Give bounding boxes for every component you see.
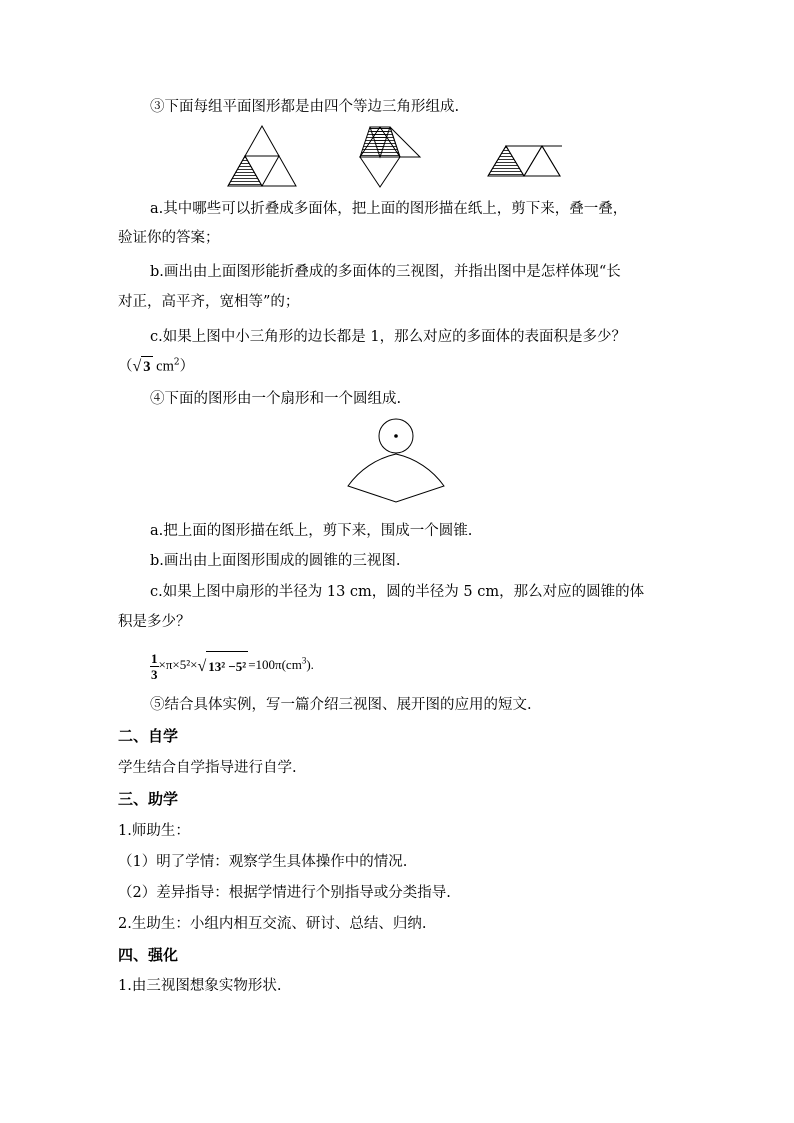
formula-exponent: 3 xyxy=(301,655,307,666)
section-3-line-1: 1.师助生： xyxy=(118,823,190,839)
item4-intro: ④下面的图形由一个扇形和一个圆组成. xyxy=(150,391,402,407)
section-3-line-4: 2.生助生：小组内相互交流、研讨、总结、归纳. xyxy=(118,916,427,932)
fraction-one-third xyxy=(150,651,159,682)
item3-intro: ③下面每组平面图形都是由四个等边三角形组成. xyxy=(150,99,460,115)
item4-a: a.把上面的图形描在纸上，剪下来，围成一个圆锥. xyxy=(150,523,473,539)
section-3-line-3: （2）差异指导：根据学情进行个别指导或分类指导. xyxy=(118,885,451,901)
fraction-denominator: 3 xyxy=(151,666,158,682)
triangle-net-large-triangle xyxy=(228,126,296,188)
section-2-heading: 二、自学 xyxy=(118,727,179,745)
sqrt-expression: √ 3 xyxy=(132,358,151,375)
fraction-numerator: 1 xyxy=(151,650,158,666)
item3-a: a.其中哪些可以折叠成多面体，把上面的图形描在纸上，剪下来，叠一叠， xyxy=(150,201,628,217)
section-2-body: 学生结合自学指导进行自学. xyxy=(118,760,297,776)
section-3-heading: 三、助学 xyxy=(118,790,179,808)
sqrt-radicand: 3 xyxy=(141,356,152,377)
section-3-line-2: （1）明了学情：观察学生具体操作中的情况. xyxy=(118,854,408,870)
sector-and-circle-figure xyxy=(344,418,450,504)
item4-formula xyxy=(150,650,314,682)
answer-open-paren: （ xyxy=(118,358,133,375)
item3-c-answer xyxy=(118,356,194,377)
item3-b: b.画出由上面图形能折叠成的多面体的三视图，并指出图中是怎样体现“长 xyxy=(150,264,621,280)
formula-radicand: 13² −5² xyxy=(206,651,248,682)
section-4-line-1: 1.由三视图想象实物形状. xyxy=(118,978,282,994)
item3-c: c.如果上图中小三角形的边长都是 1，那么对应的多面体的表面积是多少？ xyxy=(150,329,627,345)
triangle-net-strip xyxy=(488,146,562,176)
answer-unit: cm xyxy=(152,358,174,375)
formula-result: =100π(cm xyxy=(248,657,302,672)
item3-b-cont: 对正，高平齐，宽相等”的； xyxy=(118,294,300,310)
section-4-heading: 四、强化 xyxy=(118,946,179,964)
item4-c: c.如果上图中扇形的半径为 13 cm，圆的半径为 5 cm，那么对应的圆锥的体 xyxy=(150,584,645,600)
answer-close-paren: ） xyxy=(179,358,195,375)
item3-a-cont: 验证你的答案； xyxy=(118,230,220,246)
item4-b: b.画出由上面图形围成的圆锥的三视图. xyxy=(150,553,401,569)
formula-end: ). xyxy=(306,657,314,672)
item4-c-cont: 积是多少？ xyxy=(118,614,191,630)
answer-exponent: 2 xyxy=(173,357,180,368)
triangle-net-y-shape xyxy=(360,127,424,189)
formula-middle: ×π×5²× xyxy=(158,657,198,672)
formula-sqrt: √ 13² −5² xyxy=(197,651,248,682)
item5: ⑤结合具体实例，写一篇介绍三视图、展开图的应用的短文. xyxy=(150,697,532,713)
